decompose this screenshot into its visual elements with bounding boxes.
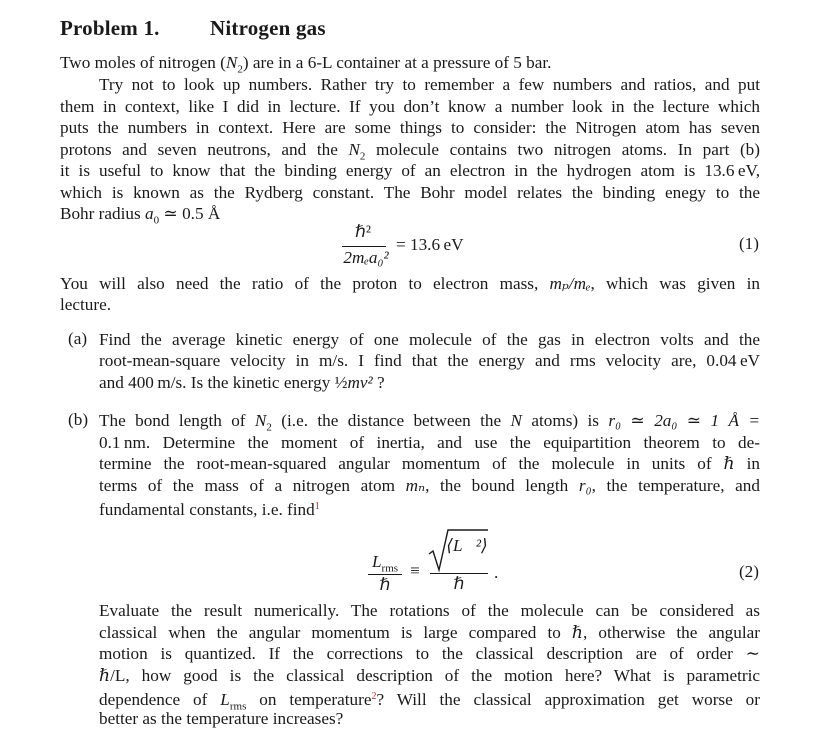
eq2-equiv: ≡ [410,561,420,580]
paragraph-line: them in context, like I did in lecture. If you don’t know a number look in the lecture which [60,97,760,116]
part-b-line: terms of the mass of a nitrogen atom mₙ, the bound length r₀, the temperature, and [99,476,760,495]
problem-number: Problem 1. [60,16,160,40]
part-a-line: and 400 m/s. Is the kinetic energy ½mv² ? [99,373,385,392]
paragraph-line: puts the numbers in context. Here are some things to consider: the Nitrogen atom has seven [60,118,760,137]
paragraph-line: Try not to look up numbers. Rather try to remember a few numbers and ratios, and put [99,75,760,94]
part-a-line: Find the average kinetic energy of one molecule of the gas in electron volts and the [99,330,760,349]
part-a-label: (a) [68,329,88,348]
eq2-number: (2) [738,562,759,581]
part-b-label: (b) [68,410,89,429]
part-b-cont-line: Evaluate the result numerically. The rotations of the molecule can be considered as [99,601,760,620]
document-page: Problem 1. Nitrogen gas Two moles of nitrogen $(N_2)$ are in a 6-L container at a pressure of 5 bar. Try not to look up numbers. Rather try to remember a few numbers and ratios, and put them in context, like I did in lecture. If you don’t know a number look in the lecture which puts the numbers in context. Here are some things to consider: the Nitrogen atom has seven protons and seven neutrons, and the $N_2$ molecule contains two nitrogen atoms. In part (b) it is useful to know that the binding energy of an electron in the hydrogen atom is 13.6 eV, which is known as the Rydberg constant. The Bohr model relates the binding enegy to the Bohr radius $a_0$ ≃ 0.5 Å ℏ² 2mₑa₀² = 13.6 eV (1) You will also need the ratio of the proton to electron mass, mₚ/mₑ, which was given in lecture. (a) Find the average kinetic energy of one molecule of the gas in electron volts and the root-mean-square velocity in m/s. I find that the energy and rms velocity are, 0.04 eV and 400 m/s. Is the kinetic energy ½mv² ? (b) The bond length of $N_2$ (i.e. the distance between the N atoms) is r₀ ≃ 2a₀ ≃ 1 Å = 0.1 nm. Determine the moment of inertia, and use the equipartition theorem to de- termine the root-mean-squared angular momentum of the molecule in units of ℏ in terms of the mass of a nitrogen atom mₙ, the bound length r₀, the temperature, and fundamental constants, i.e. find$^1$ $L_{rms}$ ℏ ≡ ⟨L⃗²⟩ ℏ . (2) Evaluate the result numerically. The rotations of the molecule can be considered as classical when the angular momentum is large compared to ℏ, otherwise the angular motion is quantized. If the corrections to the classical description are of order ∼ ℏ/L, how good is the classical description of the motion here? What is parametric dependence of $L_{rms}$ on temperature$^2$? Will the classical approximation get worse or better as the temperature increases? [60,16,761,728]
paragraph-line: which is known as the Rydberg constant. The Bohr model relates the binding enegy to the [60,183,760,202]
eq1-rhs: = 13.6 eV [396,235,464,254]
paragraph-line: protons and seven neutrons, and the $N_2$ molecule contains two nitrogen atoms. In part (b) [60,140,760,163]
paragraph-line: You will also need the ratio of the proton to electron mass, mₚ/mₑ, which was given in [60,274,760,293]
eq1-fraction-bar [342,246,386,247]
equation-2-lhs: $L_{rms}$ ℏ [366,552,406,596]
part-b-cont-line: ℏ/L, how good is the classical description of the motion here? What is parametric [99,666,760,685]
part-a-line: root-mean-square velocity in m/s. I find that the energy and rms velocity are, 0.04 eV [99,351,760,370]
part-b-line: termine the root-mean-squared angular momentum of the molecule in units of ℏ in [99,454,760,473]
footnote-marker[interactable]: 1 [314,501,320,512]
part-b-cont-line: better as the temperature increases? [99,709,344,728]
eq1-denominator: 2mₑa₀² [343,248,389,267]
paragraph-line: it is useful to know that the binding energy of an electron in the hydrogen atom is 13.6 eV, [60,161,760,180]
part-b-cont-line: dependence of $L_{rms}$ on temperature$^2$? Will the classical approximation get worse or [99,690,760,713]
problem-title: Nitrogen gas [210,16,326,40]
paragraph-line: Bohr radius $a_0$ ≃ 0.5 Å [60,204,221,227]
part-b-line: fundamental constants, i.e. find$^1$ [99,500,320,519]
eq1-number: (1) [738,234,759,253]
paragraph-line: lecture. [60,295,112,314]
part-b-line: The bond length of $N_2$ (i.e. the distance between the N atoms) is r₀ ≃ 2a₀ ≃ 1 Å = [99,411,761,434]
footnote-marker[interactable]: 2 [371,691,377,702]
intro-line: Two moles of nitrogen $(N_2)$ are in a 6-L container at a pressure of 5 bar. [60,53,552,76]
part-b-line: 0.1 nm. Determine the moment of inertia, and use the equipartition theorem to de- [99,433,760,452]
eq2-sqrt-content: ⟨L⃗²⟩ [446,536,488,555]
eq1-numerator: ℏ² [354,222,372,241]
equation-2-rhs: ⟨L⃗²⟩ ℏ [428,526,490,598]
part-b-cont-line: motion is quantized. If the corrections to the classical description are of order ∼ [99,644,760,663]
part-b-cont-line: classical when the angular momentum is large compared to ℏ, otherwise the angular [99,623,760,642]
problem-heading [60,16,326,41]
